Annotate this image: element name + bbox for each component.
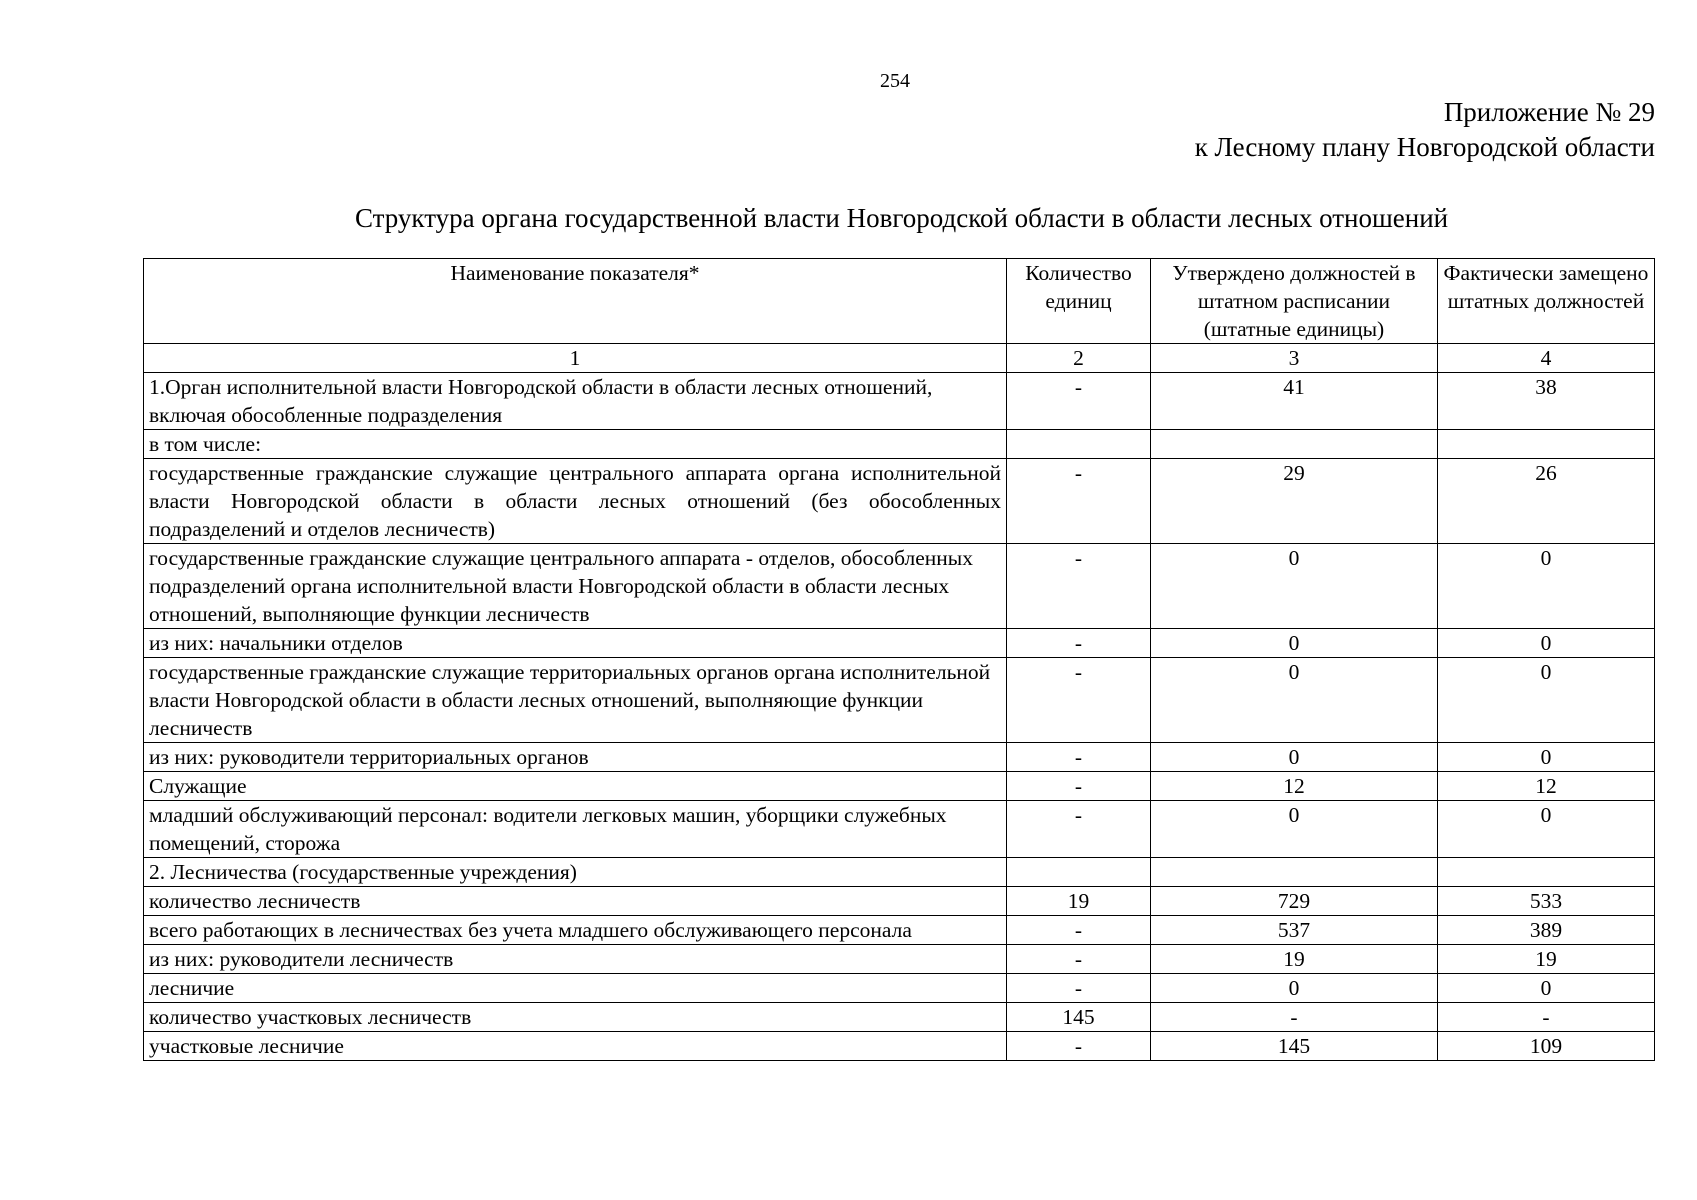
unit-count-cell: 19: [1007, 887, 1151, 916]
filled-positions-cell: 109: [1438, 1032, 1655, 1061]
table-row: [144, 459, 1655, 544]
filled-positions-cell: [1438, 858, 1655, 887]
indicator-name-cell: государственные гражданские служащие центрального аппарата органа исполнительной власти Новгородской области в области лесных отношений (без обособленных подразделений и отделов лесничеств): [144, 459, 1007, 544]
unit-count-cell: -: [1007, 743, 1151, 772]
filled-positions-cell: 0: [1438, 743, 1655, 772]
unit-count-cell: -: [1007, 945, 1151, 974]
unit-count-cell: -: [1007, 544, 1151, 629]
document-title: Структура органа государственной власти Новгородской области в области лесных отношений: [355, 203, 1449, 233]
unit-count-cell: -: [1007, 459, 1151, 544]
indicator-name-cell: лесничие: [144, 974, 1007, 1003]
table-row: [144, 1003, 1655, 1032]
filled-positions-cell: 19: [1438, 945, 1655, 974]
table-header-row: [144, 259, 1655, 344]
unit-count-cell: -: [1007, 629, 1151, 658]
indicator-name-cell: из них: начальники отделов: [144, 629, 1007, 658]
approved-positions-cell: 29: [1151, 459, 1438, 544]
page-number: 254: [880, 70, 910, 92]
staff-structure-table: [143, 258, 1655, 1061]
unit-count-cell: [1007, 430, 1151, 459]
filled-positions-cell: 389: [1438, 916, 1655, 945]
header-indicator-name: Наименование показателя*: [144, 259, 1007, 344]
filled-positions-cell: 0: [1438, 658, 1655, 743]
indicator-name-cell: из них: руководители лесничеств: [144, 945, 1007, 974]
filled-positions-cell: 0: [1438, 801, 1655, 858]
unit-count-cell: -: [1007, 658, 1151, 743]
table-row: [144, 629, 1655, 658]
table-row: [144, 658, 1655, 743]
table-row: [144, 858, 1655, 887]
filled-positions-cell: 12: [1438, 772, 1655, 801]
table-row: [144, 373, 1655, 430]
approved-positions-cell: 0: [1151, 658, 1438, 743]
indicator-name-cell: государственные гражданские служащие центрального аппарата - отделов, обособленных подразделений органа исполнительной власти Новгородской области в области лесных отношений, выполняющие функции лесничеств: [144, 544, 1007, 629]
table-row: [144, 916, 1655, 945]
filled-positions-cell: 26: [1438, 459, 1655, 544]
appendix-subtitle: к Лесному плану Новгородской области: [1194, 132, 1655, 162]
unit-count-cell: -: [1007, 1032, 1151, 1061]
table-row: [144, 945, 1655, 974]
table-row: [144, 1032, 1655, 1061]
indicator-name-cell: младший обслуживающий персонал: водители легковых машин, уборщики служебных помещений, сторожа: [144, 801, 1007, 858]
approved-positions-cell: 145: [1151, 1032, 1438, 1061]
indicator-name-cell: участковые лесничие: [144, 1032, 1007, 1061]
indicator-name-cell: 2. Лесничества (государственные учреждения): [144, 858, 1007, 887]
filled-positions-cell: 38: [1438, 373, 1655, 430]
table-row: [144, 544, 1655, 629]
indicator-name-cell: Служащие: [144, 772, 1007, 801]
column-number: 2: [1007, 344, 1151, 373]
column-number: 1: [144, 344, 1007, 373]
header-approved-positions: Утверждено должностей в штатном расписании (штатные единицы): [1151, 259, 1438, 344]
approved-positions-cell: 41: [1151, 373, 1438, 430]
table-row: [144, 887, 1655, 916]
unit-count-cell: -: [1007, 772, 1151, 801]
unit-count-cell: -: [1007, 916, 1151, 945]
unit-count-cell: [1007, 858, 1151, 887]
table-row: [144, 743, 1655, 772]
approved-positions-cell: 0: [1151, 801, 1438, 858]
approved-positions-cell: -: [1151, 1003, 1438, 1032]
indicator-name-cell: количество участковых лесничеств: [144, 1003, 1007, 1032]
approved-positions-cell: 12: [1151, 772, 1438, 801]
indicator-name-cell: всего работающих в лесничествах без учета младшего обслуживающего персонала: [144, 916, 1007, 945]
appendix-title: Приложение № 29: [1443, 97, 1655, 127]
unit-count-cell: -: [1007, 373, 1151, 430]
unit-count-cell: -: [1007, 974, 1151, 1003]
approved-positions-cell: [1151, 858, 1438, 887]
table-row: [144, 430, 1655, 459]
indicator-name-cell: государственные гражданские служащие территориальных органов органа исполнительной власти Новгородской области в области лесных отношений, выполняющие функции лесничеств: [144, 658, 1007, 743]
indicator-name-cell: количество лесничеств: [144, 887, 1007, 916]
filled-positions-cell: [1438, 430, 1655, 459]
approved-positions-cell: 0: [1151, 544, 1438, 629]
table-row: [144, 974, 1655, 1003]
approved-positions-cell: 729: [1151, 887, 1438, 916]
filled-positions-cell: 0: [1438, 544, 1655, 629]
filled-positions-cell: 0: [1438, 974, 1655, 1003]
column-number: 4: [1438, 344, 1655, 373]
table-row: [144, 772, 1655, 801]
approved-positions-cell: 537: [1151, 916, 1438, 945]
column-number: 3: [1151, 344, 1438, 373]
filled-positions-cell: -: [1438, 1003, 1655, 1032]
approved-positions-cell: 0: [1151, 974, 1438, 1003]
indicator-name-cell: 1.Орган исполнительной власти Новгородской области в области лесных отношений, включая обособленные подразделения: [144, 373, 1007, 430]
unit-count-cell: 145: [1007, 1003, 1151, 1032]
column-number-row: [144, 344, 1655, 373]
table-row: [144, 801, 1655, 858]
header-filled-positions: Фактически замещено штатных должностей: [1438, 259, 1655, 344]
filled-positions-cell: 533: [1438, 887, 1655, 916]
indicator-name-cell: из них: руководители территориальных органов: [144, 743, 1007, 772]
approved-positions-cell: 19: [1151, 945, 1438, 974]
approved-positions-cell: 0: [1151, 629, 1438, 658]
approved-positions-cell: [1151, 430, 1438, 459]
indicator-name-cell: в том числе:: [144, 430, 1007, 459]
table-body: [144, 344, 1655, 1061]
header-unit-count: Количество единиц: [1007, 259, 1151, 344]
approved-positions-cell: 0: [1151, 743, 1438, 772]
unit-count-cell: -: [1007, 801, 1151, 858]
filled-positions-cell: 0: [1438, 629, 1655, 658]
